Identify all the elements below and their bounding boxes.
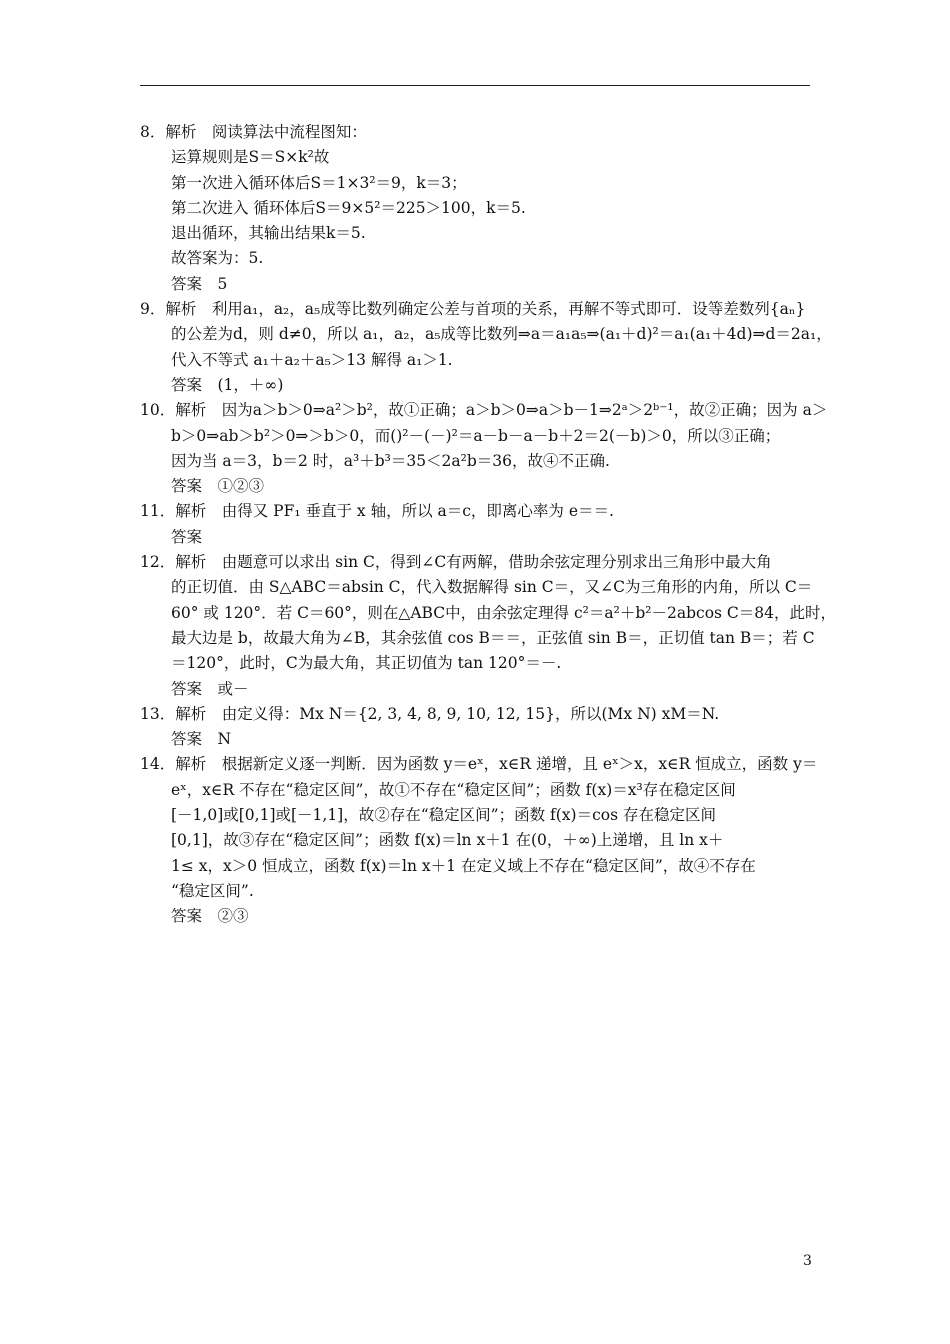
answer-line: 答案 5 [171, 274, 228, 293]
answer-line: 答案 或－ [171, 679, 249, 698]
question-heading: 10．解析 因为a＞b＞0⇒a²＞b²，故①正确；a＞b＞0⇒a＞b－1⇒2ᵃ＞2ᵇ⁻¹，故②正确；因为 a＞ [140, 401, 828, 420]
answer-line: 答案 ①②③ [171, 477, 265, 496]
text-line: “稳定区间”. [171, 881, 254, 900]
question-heading: 8．解析 阅读算法中流程图知： [140, 123, 367, 141]
text-line: 的公差为d，则 d≠0，所以 a₁，a₂，a₅成等比数列⇒a＝a₁a₅⇒(a₁＋d)²＝a₁(a₁＋4d)⇒d＝2a₁， [171, 325, 832, 344]
answer-line: 答案 (1，＋∞) [171, 375, 284, 394]
text-line: b＞0⇒ab＞b²＞0⇒＞b＞0，而()²－(－)²＝a－b－a－b＋2＝2(－b)＞0，所以③正确； [171, 426, 781, 445]
answer-line: 答案 ②③ [171, 907, 249, 926]
text-line: 60° 或 120°．若 C＝60°，则在△ABC中，由余弦定理得 c²＝a²＋b²－2abcos C＝84，此时， [171, 603, 836, 622]
text-line: 运算规则是S＝S×k²故 [171, 148, 330, 167]
text-line: [0,1]，故③存在“稳定区间”；函数 f(x)＝ln x＋1 在(0，＋∞)上递增，且 ln x＋ [171, 831, 724, 850]
answer-line: 答案 [171, 527, 203, 546]
text-line: ＝120°，此时，C为最大角，其正切值为 tan 120°＝－. [171, 654, 562, 673]
text-line: 1≤ x，x＞0 恒成立，函数 f(x)＝ln x＋1 在定义域上不存在“稳定区间”，故④不存在 [171, 856, 756, 875]
text-line: 最大边是 b，故最大角为∠B，其余弦值 cos B＝＝，正弦值 sin B＝，正切值 tan B＝；若 C [171, 628, 815, 647]
text-line: 的正切值．由 S△ABC＝absin C，代入数据解得 sin C＝，又∠C为三角形的内角，所以 C＝ [171, 578, 813, 597]
header-rule [140, 85, 810, 86]
answer-line: 答案 N [171, 730, 232, 749]
text-line: 因为当 a＝3，b＝2 时，a³＋b³＝35＜2a²b＝36，故④不正确. [171, 451, 610, 470]
text-line: 退出循环，其输出结果k＝5. [171, 224, 366, 243]
text-line: [－1,0]或[0,1]或[－1,1]，故②存在“稳定区间”；函数 f(x)＝cos 存在稳定区间 [171, 806, 716, 825]
question-heading: 14．解析 根据新定义逐一判断．因为函数 y＝eˣ，x∈R 递增，且 eˣ＞x，x∈R 恒成立，函数 y＝ [140, 755, 818, 774]
text-line: 第二次进入 循环体后S＝9×5²＝225＞100，k＝5. [171, 198, 526, 217]
question-heading: 11．解析 由得又 PF₁ 垂直于 x 轴，所以 a＝c，即离心率为 e＝＝. [140, 502, 614, 521]
text-line: 代入不等式 a₁＋a₂＋a₅＞13 解得 a₁＞1. [171, 350, 453, 369]
solutions-body [140, 120, 836, 930]
question-heading: 9．解析 利用a₁，a₂，a₅成等比数列确定公差与首项的关系，再解不等式即可．设等差数列{aₙ} [140, 300, 806, 319]
text-line: 第一次进入循环体后S＝1×3²＝9，k＝3； [171, 173, 467, 192]
page-number: 3 [803, 1253, 812, 1269]
question-heading: 13．解析 由定义得：Mx N＝{2, 3, 4, 8, 9, 10, 12, 15}，所以(Mx N) xM＝N. [140, 704, 720, 723]
text-line: eˣ，x∈R 不存在“稳定区间”，故①不存在“稳定区间”；函数 f(x)＝x³存在稳定区间 [171, 780, 736, 799]
text-line: 故答案为：5. [171, 249, 264, 268]
question-heading: 12．解析 由题意可以求出 sin C，得到∠C有两解，借助余弦定理分别求出三角形中最大角 [140, 553, 772, 572]
